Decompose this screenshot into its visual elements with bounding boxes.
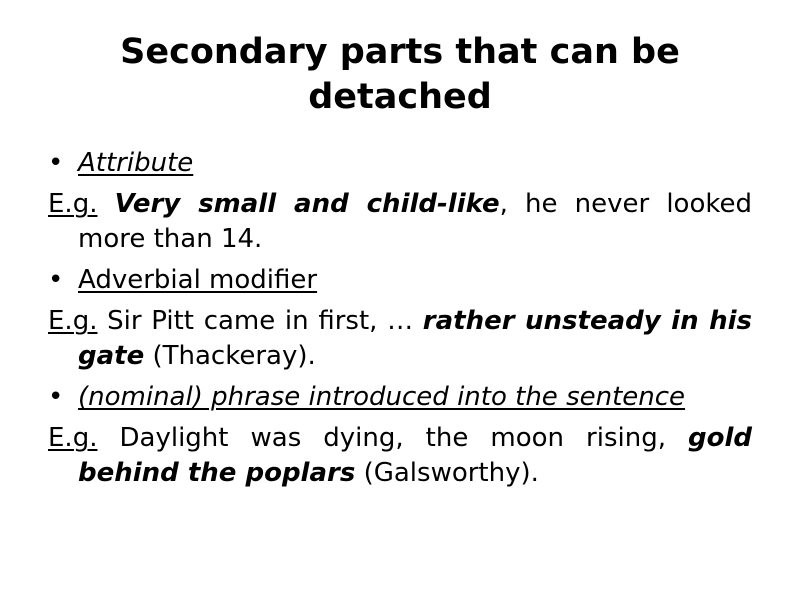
example-nominal-phrase	[48, 421, 752, 491]
example-rest: , he never looked more than 14.	[78, 189, 753, 254]
bullet-text: Adverbial modifier	[78, 265, 318, 295]
bullet-icon: •	[48, 265, 64, 295]
example-rest: (Thackeray).	[144, 341, 316, 371]
bullet-item-attribute	[48, 146, 752, 181]
example-rest: (Galsworthy).	[355, 458, 539, 488]
example-attribute	[48, 187, 752, 257]
slide-content	[48, 146, 752, 497]
bullet-item-adverbial-modifier	[48, 263, 752, 298]
example-lead: Daylight was dying, the moon rising,	[97, 423, 688, 453]
example-emphasis: gold behind the poplars	[78, 423, 752, 488]
slide-title: Secondary parts that can be detached	[120, 32, 680, 117]
bullet-icon: •	[48, 382, 64, 412]
example-label: E.g.	[48, 306, 98, 336]
bullet-text: Attribute	[78, 148, 194, 178]
bullet-icon: •	[48, 148, 64, 178]
example-emphasis: rather unsteady in his gate	[78, 306, 752, 371]
example-lead: Sir Pitt came in first, …	[97, 306, 423, 336]
example-label: E.g.	[48, 423, 98, 453]
example-adverbial-modifier	[48, 304, 752, 374]
bullet-item-nominal-phrase	[48, 380, 752, 415]
example-label: E.g.	[48, 189, 98, 219]
example-emphasis: Very small and child-like	[114, 189, 500, 219]
bullet-text: (nominal) phrase introduced into the sentence	[78, 382, 686, 412]
